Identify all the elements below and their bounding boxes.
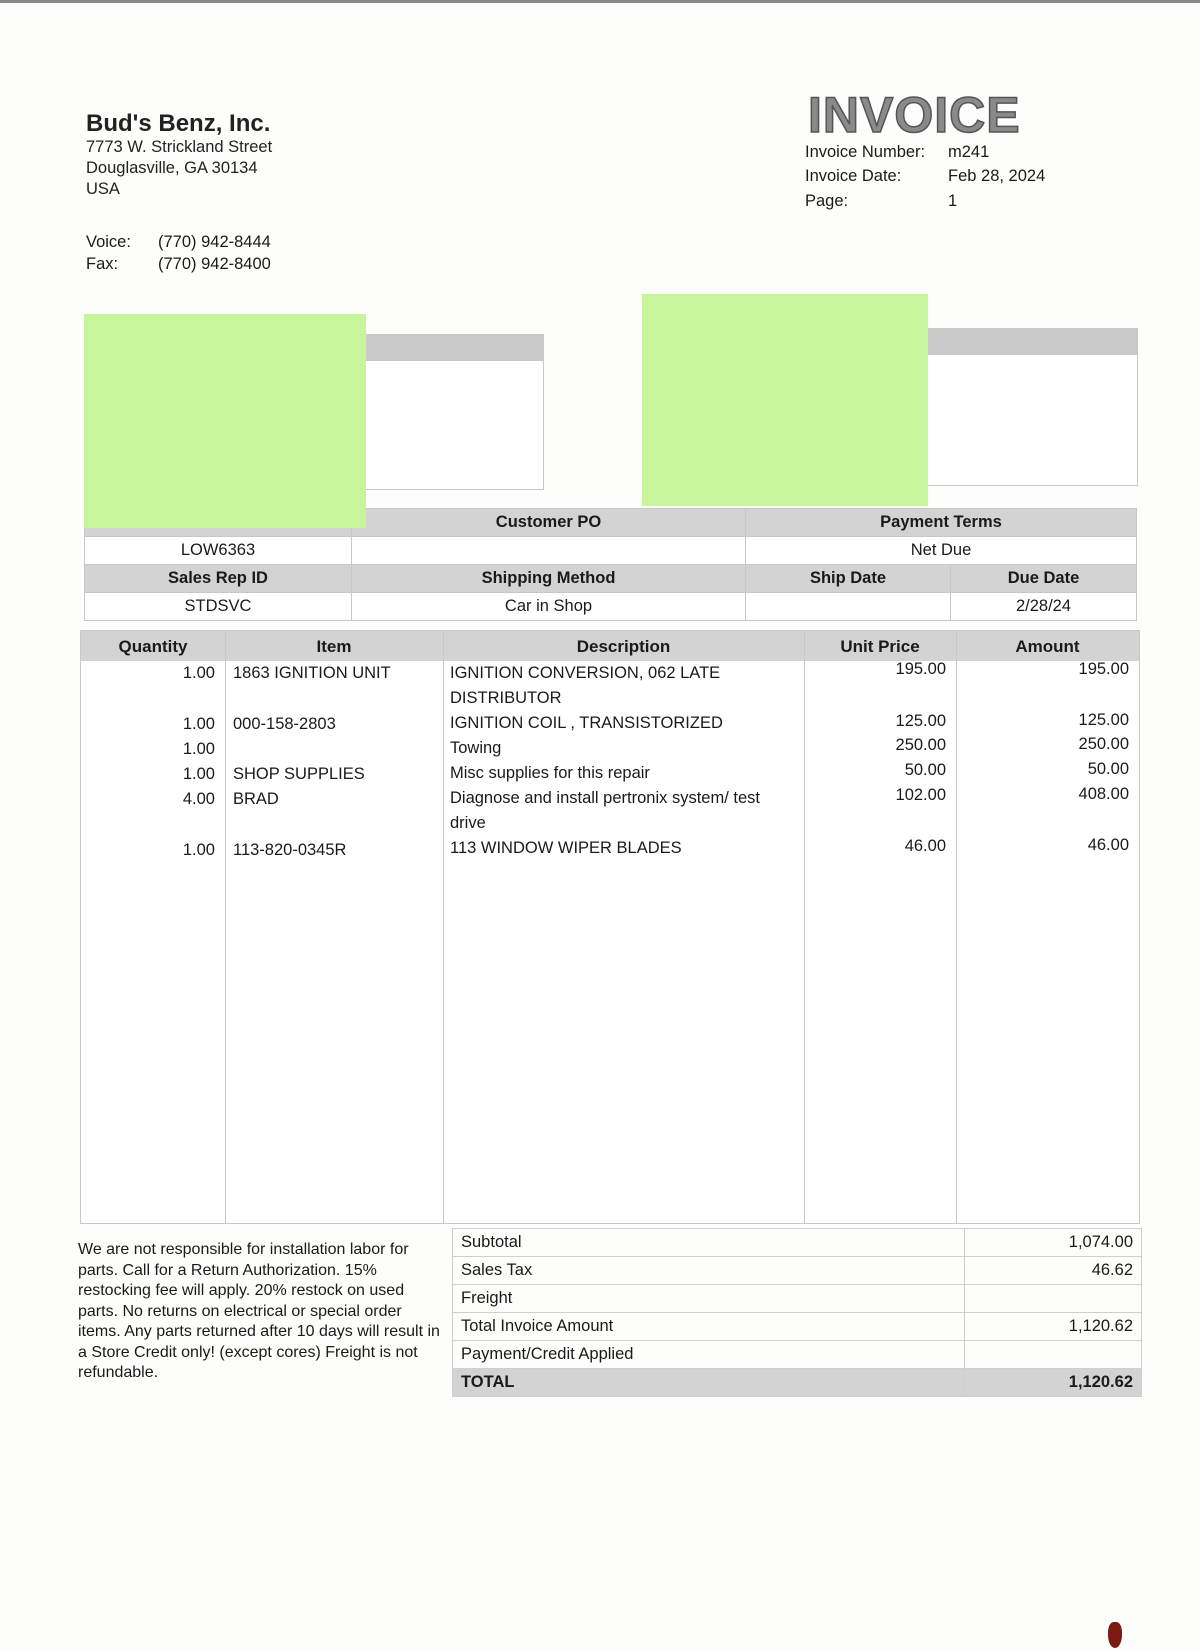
customer-po-value [352,537,746,565]
row-1-item: 1863 IGNITION UNIT [233,664,391,682]
row-2-item: 000-158-2803 [233,715,336,733]
company-name: Bud's Benz, Inc. [86,110,271,137]
payment-terms-header: Payment Terms [746,509,1137,537]
company-city: Douglasville, GA 30134 [86,159,258,177]
row-6-unit-price: 46.00 [904,837,946,855]
row-6-quantity: 1.00 [182,841,215,859]
row-1-unit-price: 195.00 [895,660,946,678]
total-invoice-value: 1,120.62 [965,1313,1142,1341]
order-info-grid-2 [84,564,1137,621]
amount-header: Amount [1015,637,1080,656]
top-border [0,0,1200,3]
row-3-amount: 250.00 [1078,735,1129,753]
shipping-method-value: Car in Shop [352,593,746,621]
shipping-method-header: Shipping Method [352,565,746,593]
row-5-item: BRAD [233,790,279,808]
invoice-number: m241 [948,143,990,161]
sales-rep-header: Sales Rep ID [85,565,352,593]
voice-label: Voice: [86,233,131,251]
scan-mark [1108,1622,1122,1648]
row-6-amount: 46.00 [1087,836,1129,854]
row-1-description: IGNITION CONVERSION, 062 LATE DISTRIBUTOR [450,664,721,707]
freight-value [965,1285,1142,1313]
row-3-quantity: 1.00 [182,740,215,758]
column-divider [225,631,226,1223]
grand-total-label: TOTAL [453,1369,965,1397]
row-1-amount: 195.00 [1078,660,1129,678]
return-policy-note: We are not responsible for installation labor for parts. Call for a Return Authorization. 15% restocking fee will apply. 20% restock on used parts. No returns on electrical or special order items. Any parts returned after 10 days will result in a Store Credit only! (except cores) Freight is not refundable. [78,1241,440,1381]
line-items-table [80,630,1140,1224]
row-2-amount: 125.00 [1078,711,1129,729]
customer-po-header: Customer PO [352,509,746,537]
row-5-description: Diagnose and install pertronix system/ test drive [450,789,760,832]
row-4-amount: 50.00 [1087,760,1129,778]
row-5-amount: 408.00 [1078,785,1129,803]
invoice-date: Feb 28, 2024 [948,167,1046,185]
payment-credit-value [965,1341,1142,1369]
row-3-description: Towing [450,739,502,757]
row-5-unit-price: 102.00 [895,786,946,804]
subtotal-label: Subtotal [453,1229,965,1257]
sticky-note-right [642,294,928,506]
due-date-header: Due Date [951,565,1137,593]
unit-price-header: Unit Price [840,637,920,656]
ship-date-header: Ship Date [746,565,951,593]
total-invoice-label: Total Invoice Amount [453,1313,965,1341]
row-4-description: Misc supplies for this repair [450,764,650,782]
sales-tax-label: Sales Tax [453,1257,965,1285]
fax-number: (770) 942-8400 [158,255,271,273]
page-number: 1 [948,192,958,210]
payment-terms-value: Net Due [746,537,1137,565]
customer-id-value: LOW6363 [85,537,352,565]
sticky-note-left [84,314,366,528]
row-1-quantity: 1.00 [182,664,215,682]
row-2-description: IGNITION COIL , TRANSISTORIZED [450,714,723,732]
sales-tax-value: 46.62 [965,1257,1142,1285]
row-4-quantity: 1.00 [182,765,215,783]
ship-date-value [746,593,951,621]
invoice-number-label: Invoice Number: [805,143,926,161]
due-date-value: 2/28/24 [951,593,1137,621]
freight-label: Freight [453,1285,965,1313]
item-header: Item [316,637,352,656]
quantity-header: Quantity [118,637,188,656]
fax-label: Fax: [86,255,119,273]
subtotal-value: 1,074.00 [965,1229,1142,1257]
column-divider [443,631,444,1223]
row-6-description: 113 WINDOW WIPER BLADES [450,839,682,857]
voice-number: (770) 942-8444 [158,233,271,251]
row-2-unit-price: 125.00 [895,712,946,730]
invoice-title: INVOICE [808,87,1021,143]
row-4-unit-price: 50.00 [904,761,946,779]
company-street: 7773 W. Strickland Street [86,138,273,156]
page-label: Page: [805,192,849,210]
sales-rep-value: STDSVC [85,593,352,621]
totals-table [452,1228,1142,1397]
row-6-item: 113-820-0345R [233,841,347,859]
description-header: Description [576,637,671,656]
row-5-quantity: 4.00 [182,790,215,808]
company-country: USA [86,180,120,198]
row-4-item: SHOP SUPPLIES [233,765,365,783]
payment-credit-label: Payment/Credit Applied [453,1341,965,1369]
row-2-quantity: 1.00 [182,715,215,733]
row-3-unit-price: 250.00 [895,736,946,754]
invoice-date-label: Invoice Date: [805,167,902,185]
grand-total-value: 1,120.62 [965,1369,1142,1397]
